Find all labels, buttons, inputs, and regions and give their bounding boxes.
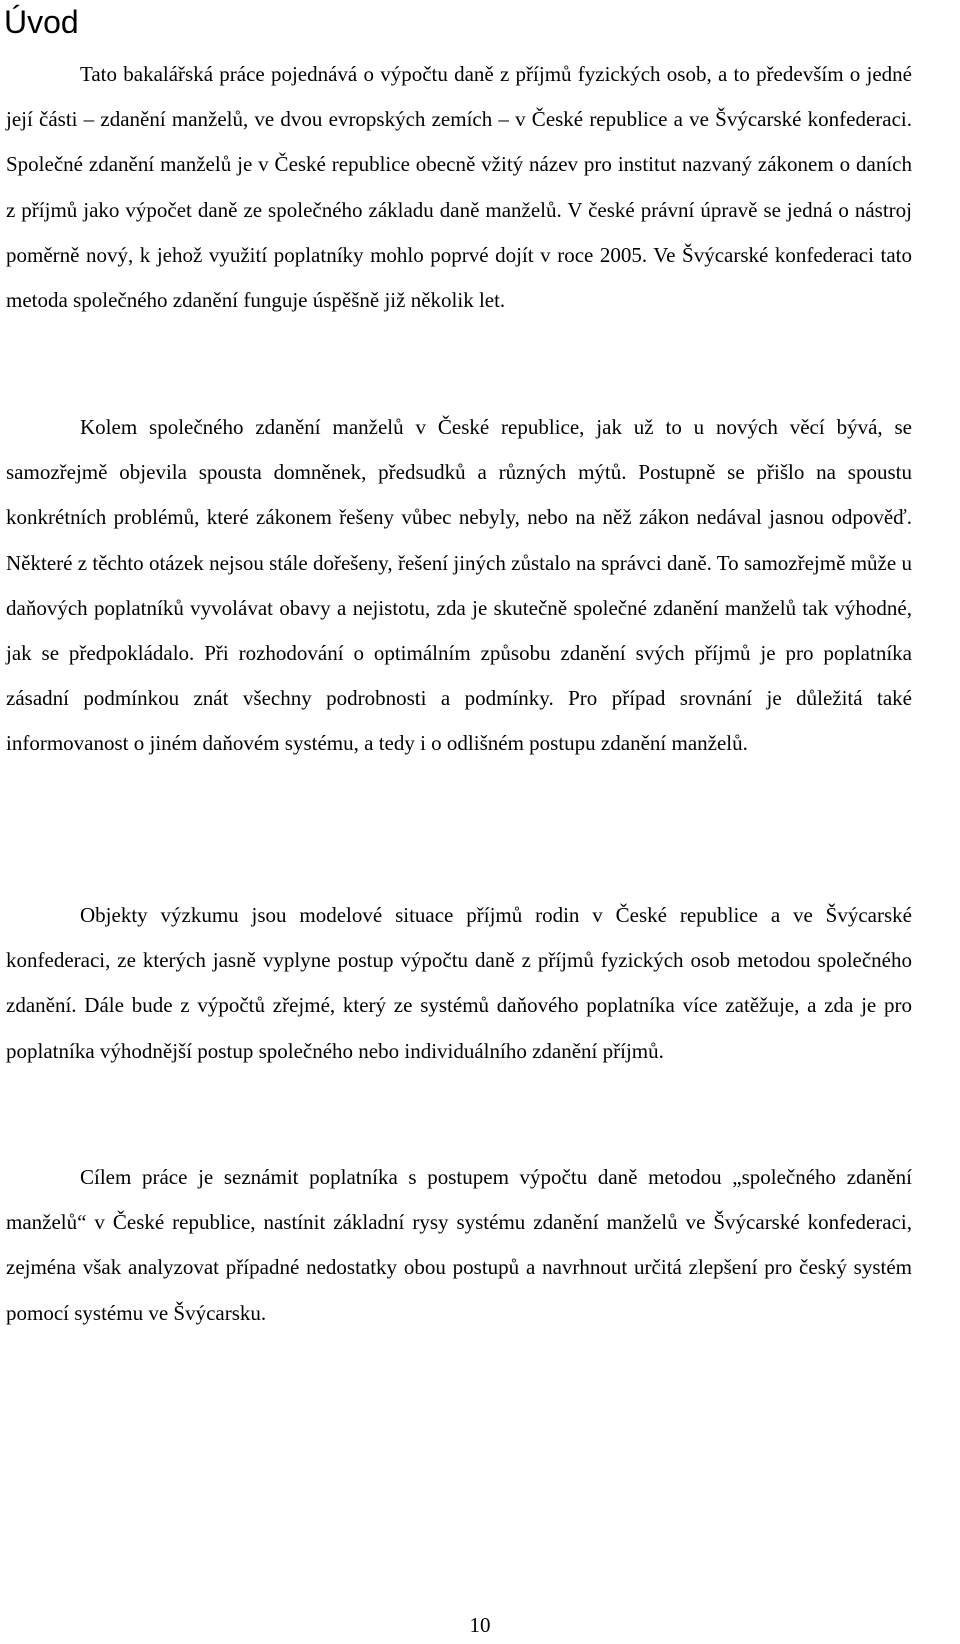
page-number: 10 <box>469 1613 491 1637</box>
paragraph-intro: Tato bakalářská práce pojednává o výpočtu daně z příjmů fyzických osob, a to především o jedné její části – zdanění manželů, ve dvou evropských zemích – v České republice a ve Švýcarské konfederaci. Společné zdanění manželů je v České republice obecně vžitý název pro institut nazvaný zákonem o daních z příjmů jako výpočet daně ze společného základu daně manželů. V české právní úpravě se jedná o nástroj poměrně nový, k jehož využití poplatníky mohlo poprvé dojít v roce 2005. Ve Švýcarské konfederaci tato metoda společného zdanění funguje úspěšně již několik let. <box>6 62 912 313</box>
paragraph-goal: Cílem práce je seznámit poplatníka s postupem výpočtu daně metodou „společného zdanění manželů“ v České republice, nastínit základní rysy systému zdanění manželů ve Švýcarské konfederaci, zejména však analyzovat případné nedostatky obou postupů a navrhnout určitá zlepšení pro český systém pomocí systému ve Švýcarsku. <box>6 1165 912 1325</box>
paragraph-context: Kolem společného zdanění manželů v České republice, jak už to u nových věcí bývá, se samozřejmě objevila spousta domněnek, předsudků a různých mýtů. Postupně se přišlo na spoustu konkrétních problémů, které zákonem řešeny vůbec nebyly, nebo na něž zákon nedával jasnou odpověď. Některé z těchto otázek nejsou stále dořešeny, řešení jiných zůstalo na správci daně. To samozřejmě může u daňových poplatníků vyvolávat obavy a nejistotu, zda je skutečně společné zdanění manželů tak výhodné, jak se předpokládalo. Při rozhodování o optimálním způsobu zdanění svých příjmů je pro poplatníka zásadní podmínkou znát všechny podrobnosti a podmínky. Pro případ srovnání je důležitá také informovanost o jiném daňovém systému, a tedy i o odlišném postupu zdanění manželů. <box>6 415 912 756</box>
paragraph-research-objects: Objekty výzkumu jsou modelové situace příjmů rodin v České republice a ve Švýcarské konfederaci, ze kterých jasně vyplyne postup výpočtu daně z příjmů fyzických osob metodou společného zdanění. Dále bude z výpočtů zřejmé, který ze systémů daňového poplatníka více zatěžuje, a zda je pro poplatníka výhodnější postup společného nebo individuálního zdanění příjmů. <box>6 903 912 1063</box>
section-heading: Úvod <box>4 4 79 40</box>
